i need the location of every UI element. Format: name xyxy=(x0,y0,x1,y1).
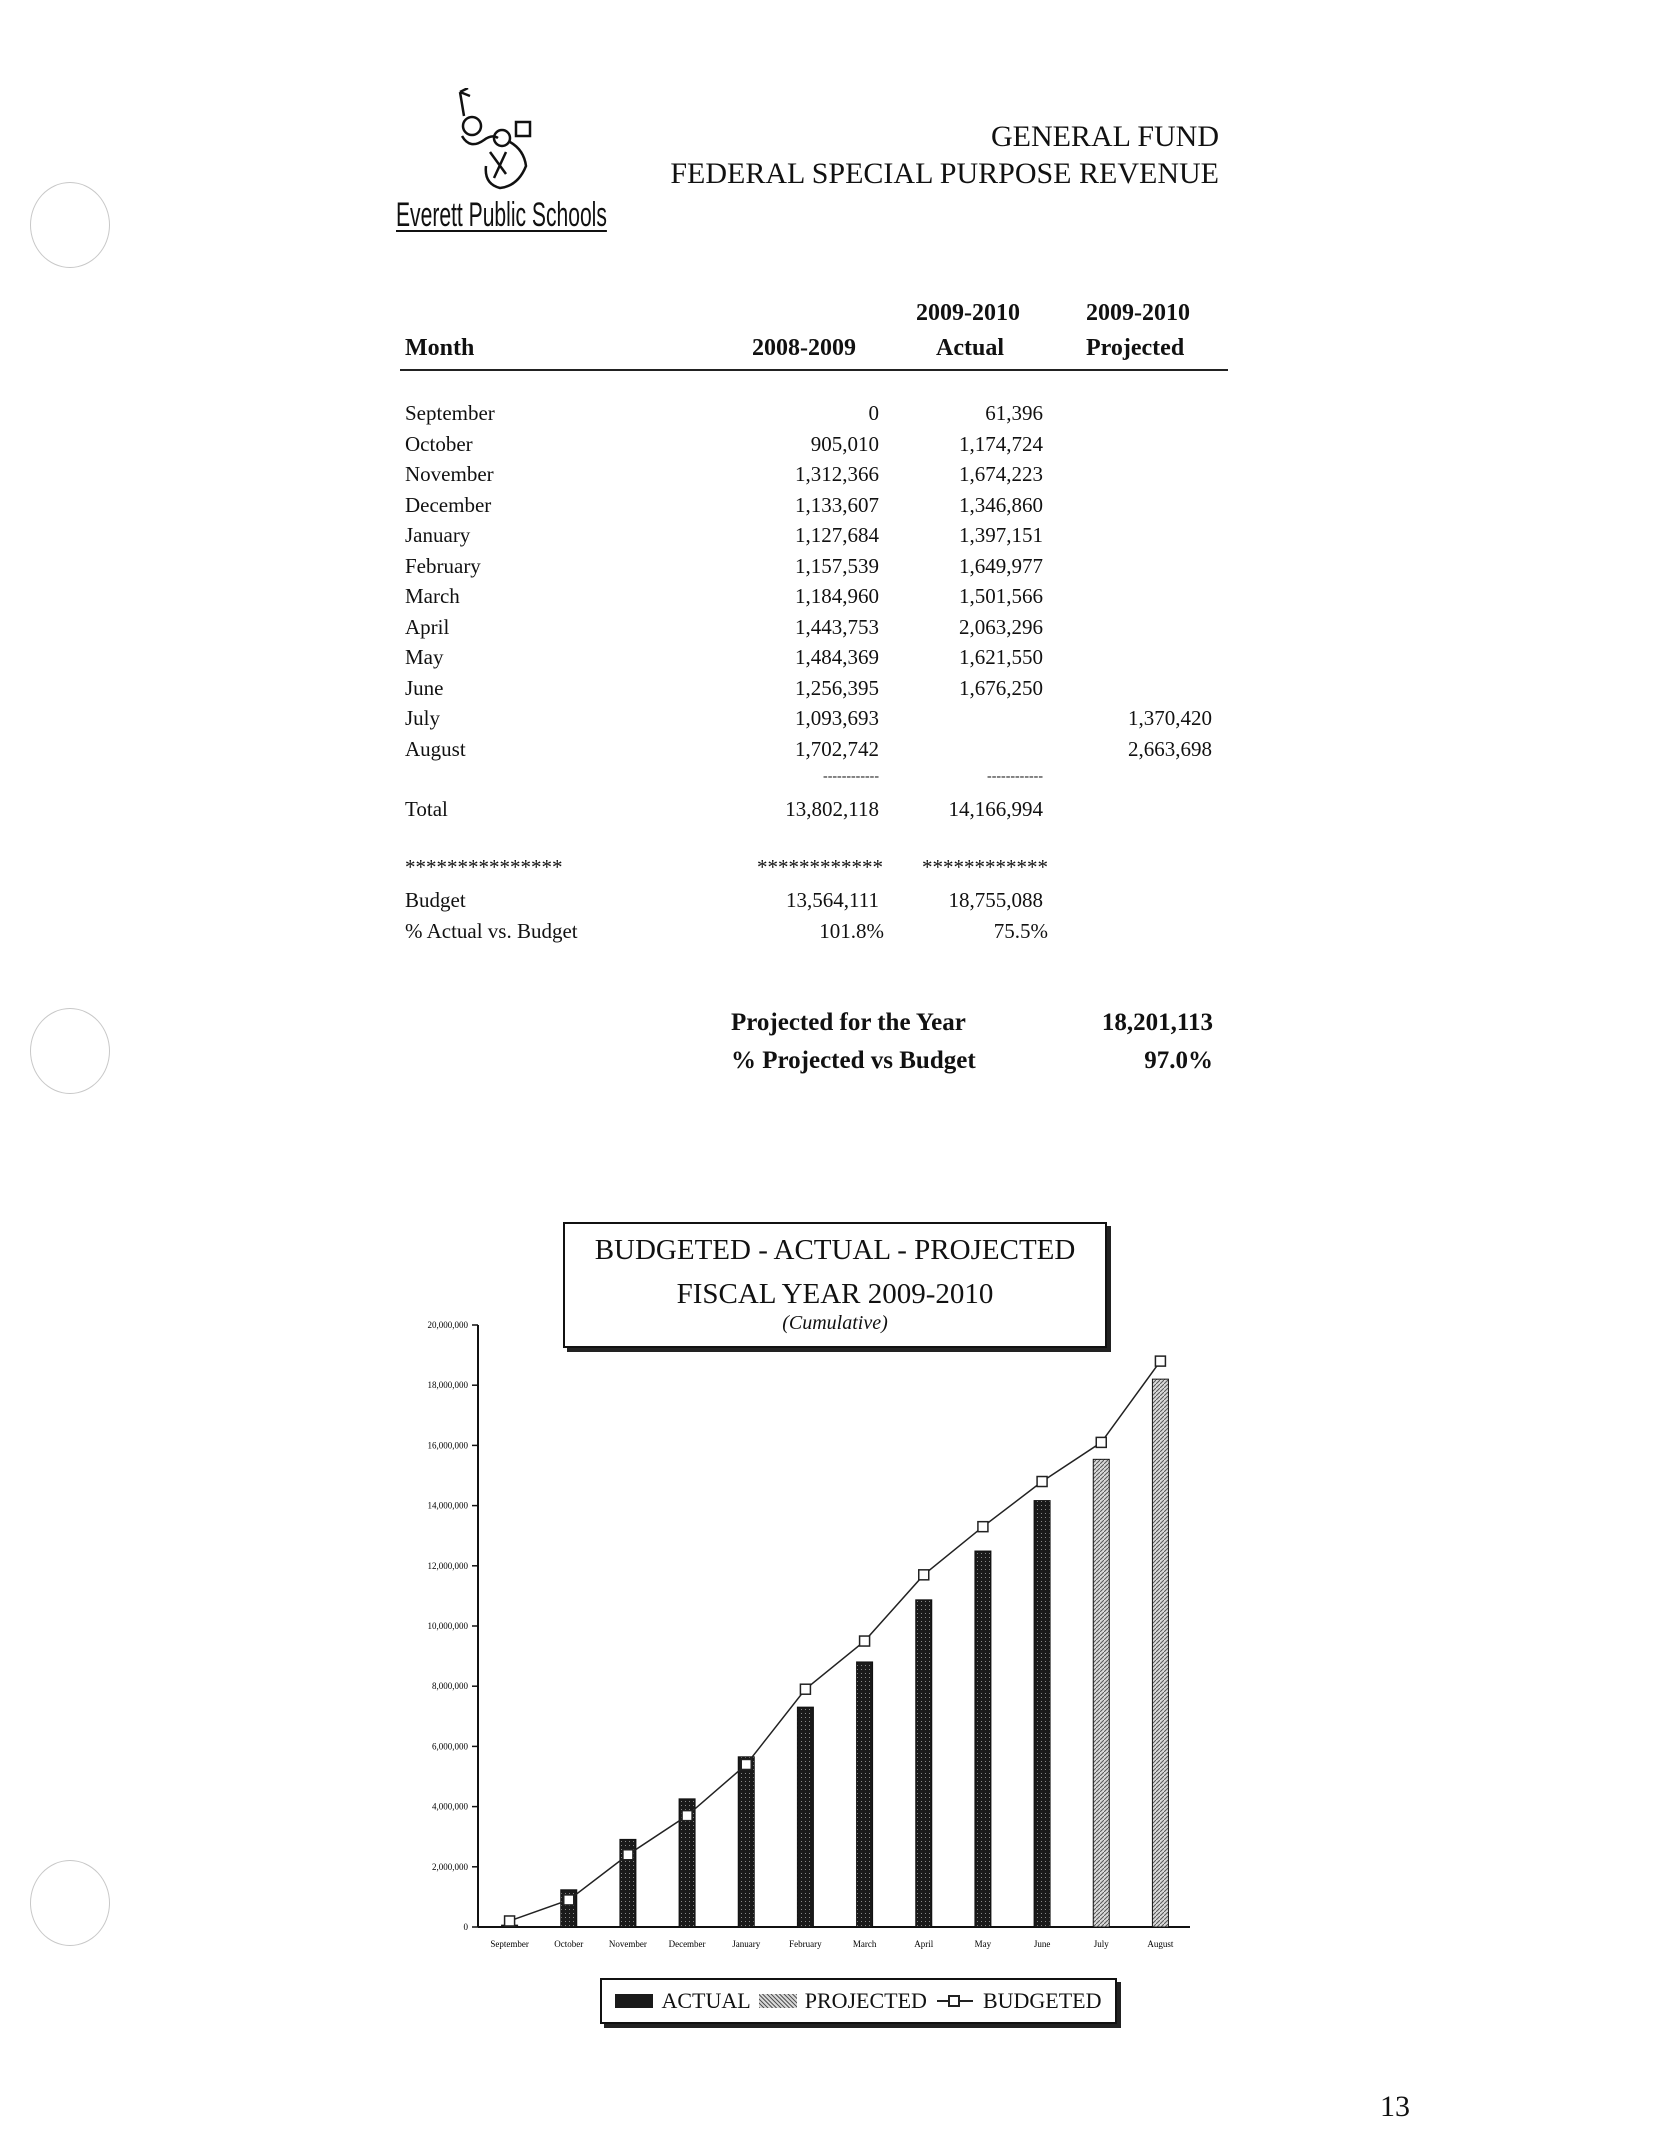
y-tick-label: 4,000,000 xyxy=(432,1801,468,1812)
row-actual: 1,501,566 xyxy=(959,584,1043,608)
row-month: August xyxy=(405,737,466,761)
stars-prior: ************ xyxy=(757,855,883,879)
budget-label: Budget xyxy=(405,888,466,912)
chart-title-box xyxy=(563,1222,1107,1348)
legend-actual-label: ACTUAL xyxy=(661,1988,751,2013)
budgeted-point xyxy=(919,1570,929,1580)
row-prior: 1,133,607 xyxy=(795,493,879,517)
row-actual: 61,396 xyxy=(985,401,1043,425)
total-label: Total xyxy=(405,797,448,821)
budgeted-point xyxy=(623,1850,633,1860)
row-actual: 1,649,977 xyxy=(959,554,1043,578)
row-projected: 1,370,420 xyxy=(1128,706,1212,730)
col-header-projected-year: 2009-2010 xyxy=(1086,300,1190,326)
row-prior: 1,702,742 xyxy=(795,737,879,761)
row-month: April xyxy=(405,615,450,639)
col-header-actual-year: 2009-2010 xyxy=(916,300,1020,326)
row-month: January xyxy=(405,523,471,547)
row-prior: 1,184,960 xyxy=(795,584,879,608)
budget-actual: 18,755,088 xyxy=(948,888,1043,912)
row-actual: 1,346,860 xyxy=(959,493,1043,517)
col-header-month: Month xyxy=(405,335,475,361)
budgeted-point xyxy=(800,1684,810,1694)
page-number: 13 xyxy=(1380,2090,1410,2123)
row-month: February xyxy=(405,554,481,578)
budget-prior: 13,564,111 xyxy=(786,888,879,912)
chart-title-line2: FISCAL YEAR 2009-2010 xyxy=(676,1278,994,1310)
x-tick-label: January xyxy=(732,1939,761,1949)
legend-projected-label: PROJECTED xyxy=(804,1988,927,2013)
total-actual: 14,166,994 xyxy=(948,797,1043,821)
x-tick-label: March xyxy=(852,1939,877,1949)
y-tick-label: 12,000,000 xyxy=(427,1560,468,1571)
legend-actual-swatch xyxy=(615,1994,653,2008)
y-tick-label: 8,000,000 xyxy=(432,1681,468,1692)
doc-title-line2: FEDERAL SPECIAL PURPOSE REVENUE xyxy=(670,157,1219,190)
org-name: Everett Public Schools xyxy=(396,196,607,234)
y-tick-label: 10,000,000 xyxy=(427,1621,468,1631)
chart-title-line1: BUDGETED - ACTUAL - PROJECTED xyxy=(594,1234,1076,1266)
budgeted-point xyxy=(1155,1356,1165,1366)
row-actual: 2,063,296 xyxy=(959,615,1043,639)
row-prior: 905,010 xyxy=(810,432,879,456)
budgeted-point xyxy=(1037,1477,1047,1487)
row-actual: 1,674,223 xyxy=(959,462,1043,486)
pct-prior: 101.8% xyxy=(819,919,884,943)
row-month: June xyxy=(405,676,444,700)
y-tick-label: 6,000,000 xyxy=(432,1741,468,1752)
row-month: November xyxy=(405,462,494,486)
chart-subtitle: (Cumulative) xyxy=(782,1312,888,1334)
x-tick-label: May xyxy=(974,1939,992,1949)
dashes-actual: ------------ xyxy=(987,769,1043,784)
projected-pct-value: 97.0% xyxy=(1144,1047,1213,1074)
row-month: July xyxy=(405,706,441,730)
row-prior: 1,127,684 xyxy=(795,523,879,547)
budgeted-point xyxy=(1096,1437,1106,1447)
x-tick-label: August xyxy=(1147,1939,1174,1949)
row-prior: 0 xyxy=(868,401,879,425)
row-actual: 1,174,724 xyxy=(959,432,1043,456)
total-prior: 13,802,118 xyxy=(785,797,879,821)
stars-actual: ************ xyxy=(922,855,1048,879)
x-tick-label: February xyxy=(789,1939,822,1949)
row-prior: 1,484,369 xyxy=(795,645,879,669)
bar-actual xyxy=(975,1551,991,1927)
bar-actual xyxy=(916,1600,932,1927)
bar-actual xyxy=(857,1662,873,1927)
y-tick-label: 18,000,000 xyxy=(427,1380,468,1391)
y-tick-label: 14,000,000 xyxy=(427,1500,468,1511)
budgeted-point xyxy=(682,1811,692,1821)
pct-label: % Actual vs. Budget xyxy=(405,919,578,943)
x-tick-label: December xyxy=(668,1939,706,1949)
row-prior: 1,093,693 xyxy=(795,706,879,730)
row-actual: 1,676,250 xyxy=(959,676,1043,700)
legend-projected-swatch xyxy=(759,1994,797,2008)
row-month: May xyxy=(405,645,444,669)
bar-actual xyxy=(738,1757,754,1927)
row-month: September xyxy=(405,401,495,425)
budgeted-point xyxy=(741,1759,751,1769)
projected-year-label: Projected for the Year xyxy=(731,1009,966,1036)
col-header-projected: Projected xyxy=(1086,335,1185,361)
row-month: October xyxy=(405,432,473,456)
x-tick-label: June xyxy=(1033,1939,1051,1949)
row-actual: 1,397,151 xyxy=(959,523,1043,547)
x-tick-label: November xyxy=(608,1939,647,1949)
budgeted-point xyxy=(564,1895,574,1905)
bar-projected xyxy=(1152,1379,1168,1927)
col-header-prior: 2008-2009 xyxy=(752,335,856,361)
legend-budgeted-label: BUDGETED xyxy=(982,1988,1102,2013)
budgeted-point xyxy=(505,1916,515,1926)
bar-actual xyxy=(797,1707,813,1927)
x-tick-label: July xyxy=(1093,1939,1109,1949)
legend-budgeted-marker xyxy=(935,1993,975,2009)
projected-pct-label: % Projected vs Budget xyxy=(731,1047,976,1074)
budgeted-point xyxy=(978,1522,988,1532)
row-prior: 1,312,366 xyxy=(795,462,879,486)
row-month: March xyxy=(405,584,460,608)
row-actual: 1,621,550 xyxy=(959,645,1043,669)
row-projected: 2,663,698 xyxy=(1128,737,1212,761)
stars-label: *************** xyxy=(405,855,563,879)
pct-actual: 75.5% xyxy=(993,919,1048,943)
dashes-prior: ------------ xyxy=(823,769,879,784)
bar-projected xyxy=(1093,1459,1109,1927)
y-tick-label: 20,000,000 xyxy=(427,1320,468,1330)
y-tick-label: 0 xyxy=(463,1922,468,1932)
chart-legend xyxy=(600,1978,1117,2024)
row-month: December xyxy=(405,493,492,517)
col-header-actual: Actual xyxy=(936,335,1004,361)
budgeted-line xyxy=(510,1361,1161,1921)
x-tick-label: September xyxy=(490,1939,529,1949)
row-prior: 1,443,753 xyxy=(795,615,879,639)
bar-actual xyxy=(1034,1501,1050,1927)
y-tick-label: 16,000,000 xyxy=(427,1440,468,1451)
row-prior: 1,157,539 xyxy=(795,554,879,578)
row-prior: 1,256,395 xyxy=(795,676,879,700)
projected-year-value: 18,201,113 xyxy=(1101,1009,1213,1036)
doc-title-line1: GENERAL FUND xyxy=(990,120,1219,153)
x-tick-label: October xyxy=(554,1939,584,1949)
x-tick-label: April xyxy=(914,1939,934,1949)
y-tick-label: 2,000,000 xyxy=(432,1861,468,1872)
budgeted-point xyxy=(860,1636,870,1646)
